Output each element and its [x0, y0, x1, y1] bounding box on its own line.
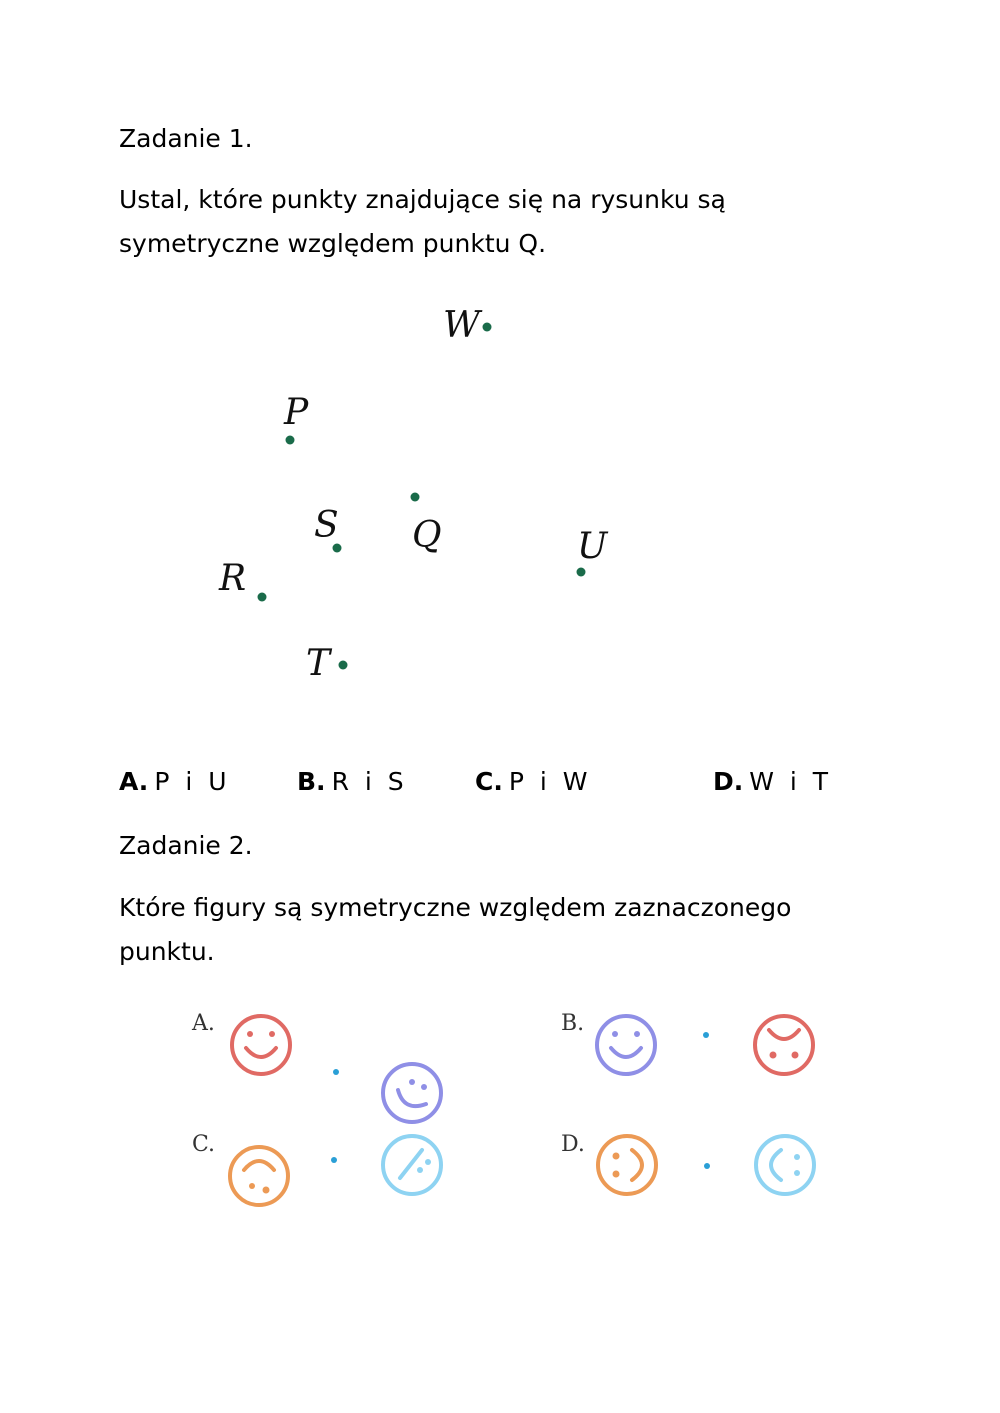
label-p: P: [284, 392, 309, 433]
option-d-face-left: [598, 1136, 656, 1194]
point-w: [483, 323, 492, 332]
option-a-face-right: [383, 1064, 441, 1122]
label-s: S: [314, 505, 339, 546]
label-u: U: [577, 526, 608, 567]
label-r: R: [219, 558, 247, 599]
option-b-center-dot: [703, 1032, 709, 1038]
option-b-label: B.: [561, 1011, 585, 1036]
option-a-center-dot: [333, 1069, 339, 1075]
label-w: W: [443, 305, 481, 346]
option-b-face-right: [755, 1016, 813, 1074]
point-p: [286, 436, 295, 445]
answer-d-text: W i T: [749, 767, 833, 796]
option-c-face-left: [230, 1147, 288, 1205]
point-u: [577, 568, 586, 577]
option-c-center-dot: [331, 1157, 337, 1163]
option-c-label: C.: [192, 1132, 216, 1157]
point-r: [258, 593, 267, 602]
option-d-face-right: [756, 1136, 814, 1194]
option-c-face-right: [383, 1136, 441, 1194]
answer-c-text: P i W: [508, 767, 592, 796]
task2-title: Zadanie 2.: [119, 831, 253, 860]
answer-c[interactable]: [475, 767, 592, 796]
answer-d-letter: D.: [713, 767, 744, 796]
answer-c-letter: C.: [475, 767, 503, 796]
answer-b-letter: B.: [297, 767, 326, 796]
label-q: Q: [412, 515, 442, 556]
task1-title: Zadanie 1.: [119, 124, 253, 153]
option-d-center-dot: [704, 1163, 710, 1169]
option-b-face-left: [597, 1016, 655, 1074]
answer-a-text: P i U: [154, 767, 231, 796]
option-a-face-left: [232, 1016, 290, 1074]
answer-b[interactable]: [297, 767, 408, 796]
option-a-label: A.: [192, 1011, 215, 1036]
answer-d[interactable]: [713, 767, 832, 796]
label-t: T: [306, 643, 331, 684]
task1-question: Ustal, które punkty znajdujące się na rysunku są symetryczne względem punktu Q.: [119, 185, 726, 258]
answer-a-letter: A.: [119, 767, 149, 796]
point-t: [339, 661, 348, 670]
task2-question: Które figury są symetryczne względem zaznaczonego punktu.: [119, 893, 792, 966]
answer-b-text: R i S: [331, 767, 408, 796]
point-q: [411, 493, 420, 502]
answer-a[interactable]: [119, 767, 231, 796]
option-d-label: D.: [561, 1132, 585, 1157]
